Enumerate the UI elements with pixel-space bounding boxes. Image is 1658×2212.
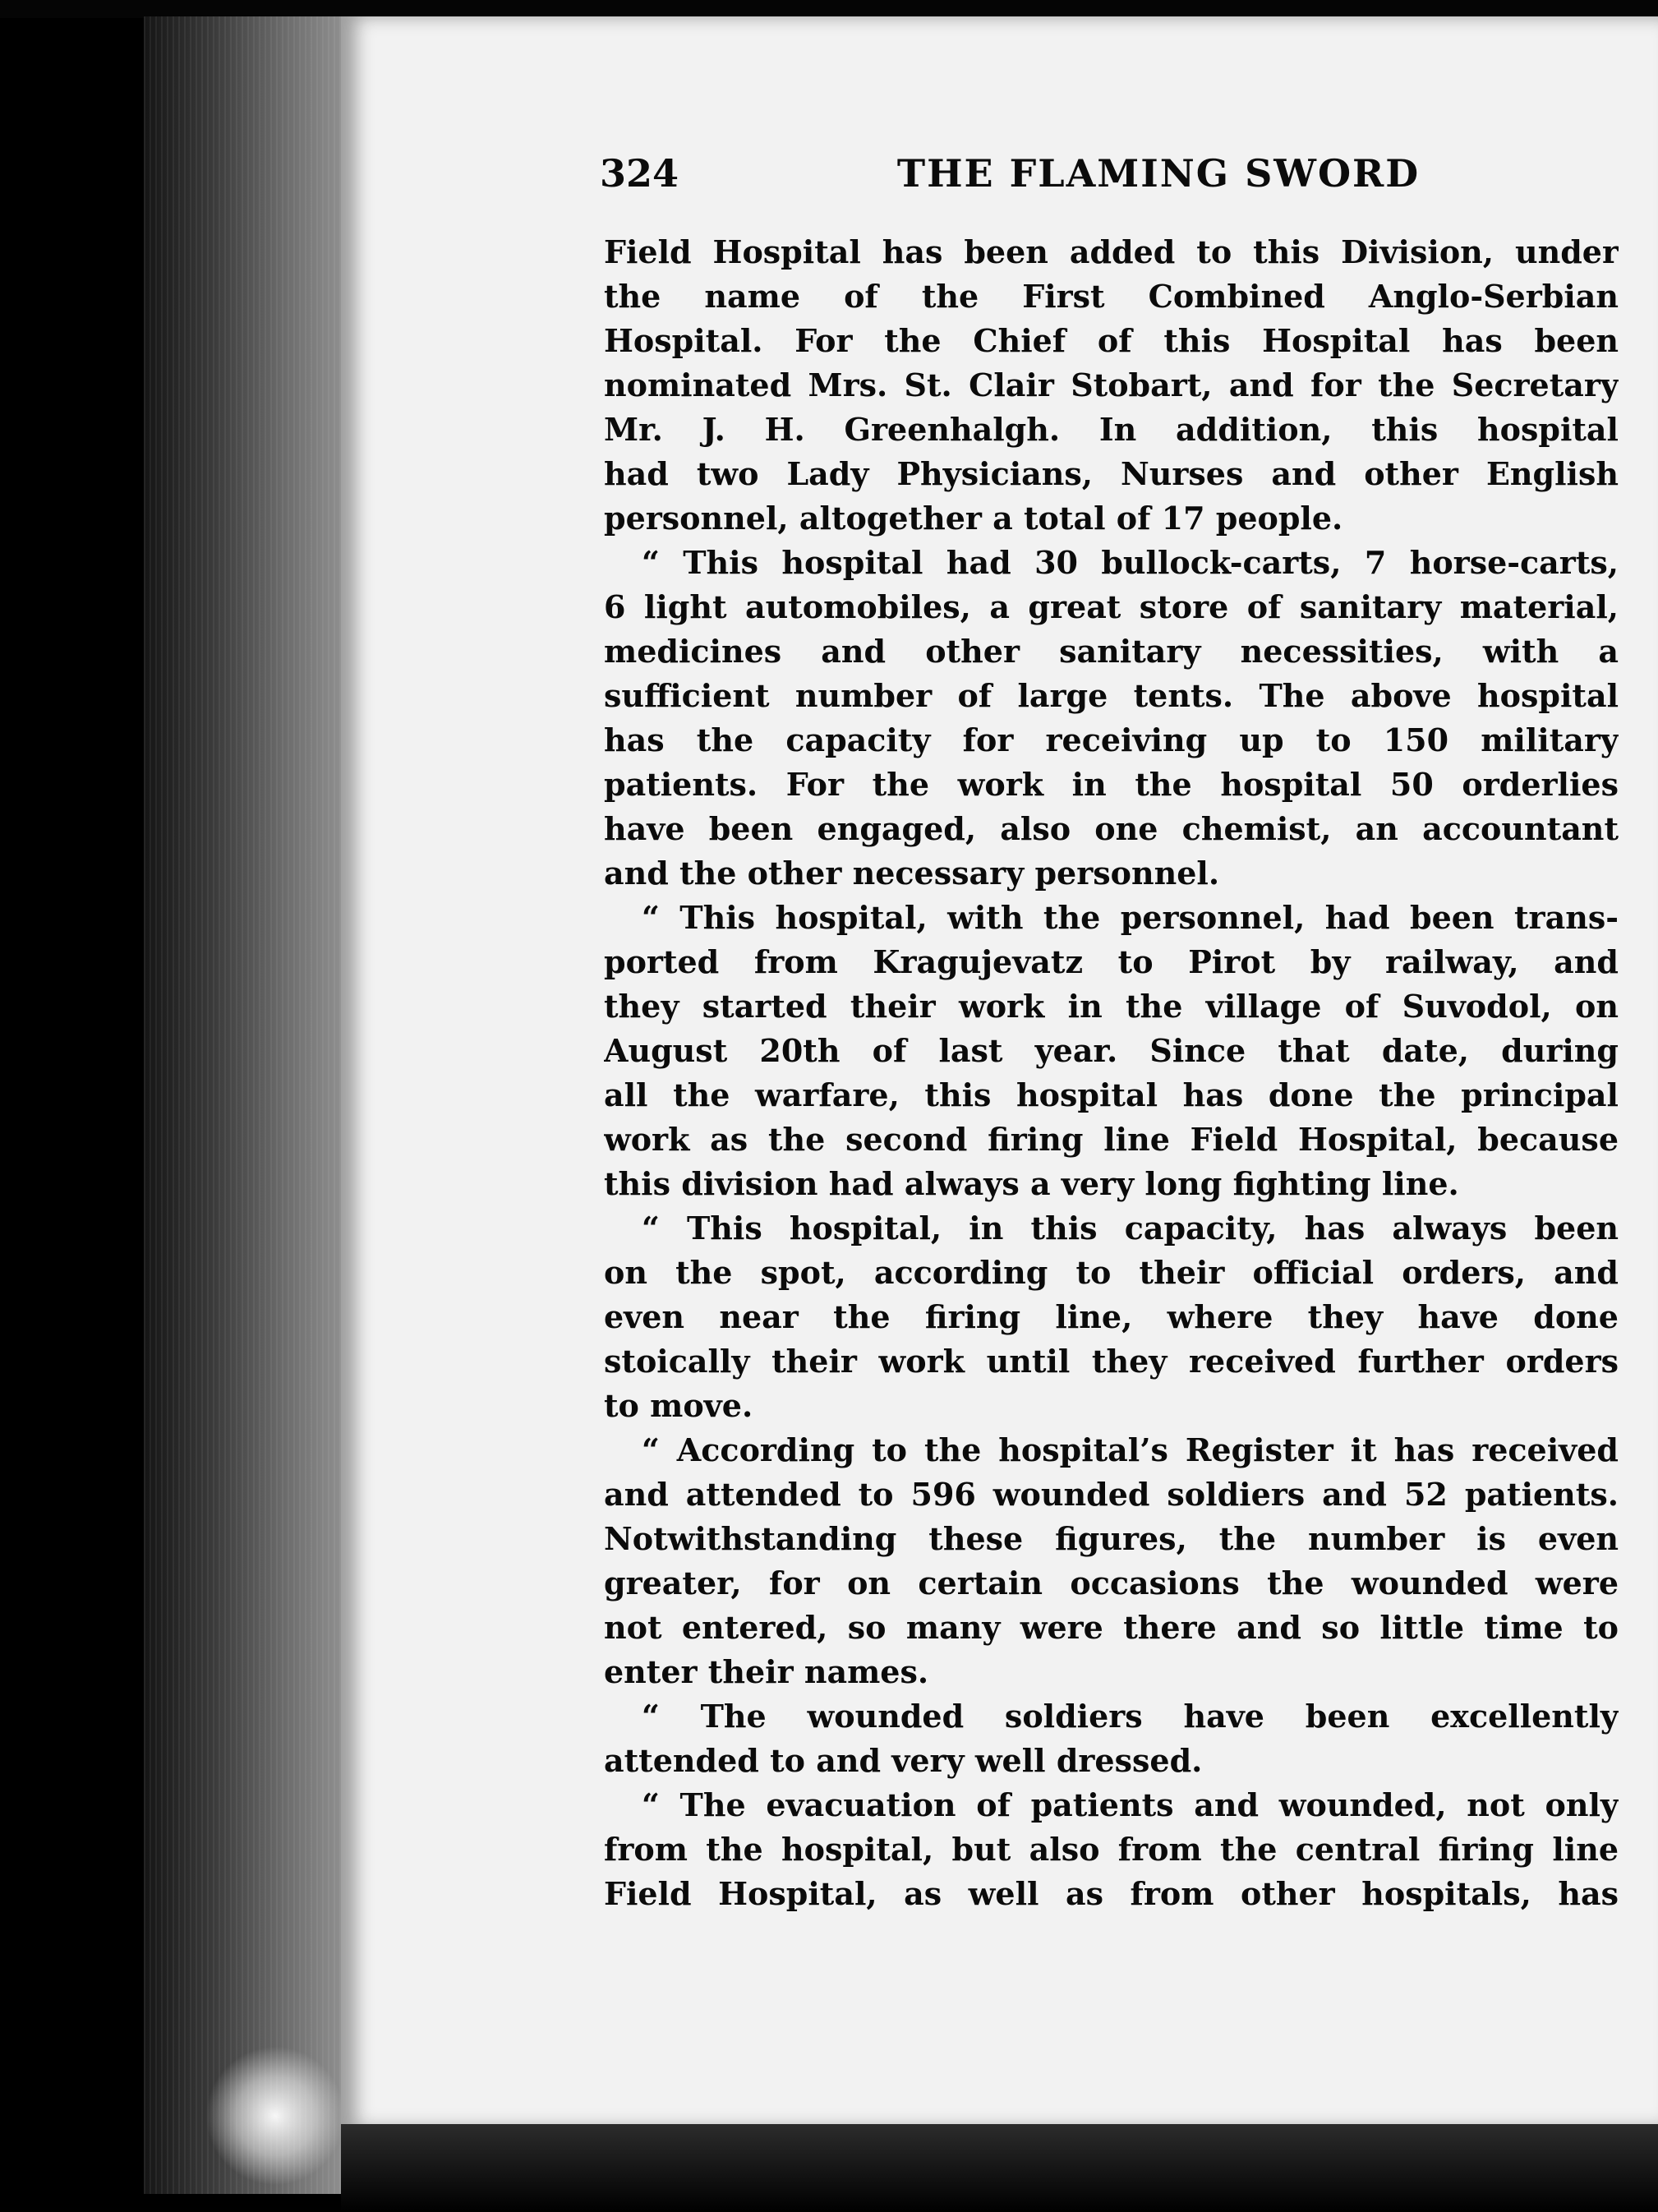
text-line: Notwithstanding these figures, the number is even xyxy=(604,1520,1619,1557)
text-line: Mr. J. H. Greenhalgh. In addition, this hospital xyxy=(604,411,1619,448)
text-line: “ The wounded soldiers have been excellently xyxy=(642,1698,1619,1735)
text-line: on the spot, according to their official orders, and xyxy=(604,1254,1619,1291)
text-line: from the hospital, but also from the central firing line xyxy=(604,1831,1619,1868)
text-line: ported from Kragujevatz to Pirot by railway, and xyxy=(604,943,1619,980)
text-line: they started their work in the village of Suvodol, on xyxy=(604,988,1619,1025)
text-line: greater, for on certain occasions the wounded were xyxy=(604,1565,1619,1601)
text-line: Hospital. For the Chief of this Hospital has been xyxy=(604,322,1619,359)
text-line: attended to and very well dressed. xyxy=(604,1742,1203,1779)
text-line: have been engaged, also one chemist, an accountant xyxy=(604,810,1619,847)
text-line: Field Hospital has been added to this Division, under xyxy=(604,233,1619,270)
text-line: even near the firing line, where they have done xyxy=(604,1298,1619,1335)
text-line: nominated Mrs. St. Clair Stobart, and for the Secretary xyxy=(604,366,1619,403)
text-line: sufficient number of large tents. The above hospital xyxy=(604,677,1619,714)
text-line: “ According to the hospital’s Register it has received xyxy=(642,1431,1619,1468)
book-title: THE FLAMING SWORD xyxy=(896,151,1421,196)
page-bottom-shadow xyxy=(341,2124,1658,2212)
text-line: 6 light automobiles, a great store of sanitary material, xyxy=(604,588,1619,625)
text-line: had two Lady Physicians, Nurses and other English xyxy=(604,455,1619,492)
text-line: medicines and other sanitary necessities, with a xyxy=(604,633,1619,670)
text-line: not entered, so many were there and so little time to xyxy=(604,1609,1619,1646)
light-glare xyxy=(205,2046,345,2186)
book-spine xyxy=(144,16,341,2194)
text-line: enter their names. xyxy=(604,1653,929,1690)
text-line: has the capacity for receiving up to 150 military xyxy=(604,721,1619,758)
body-text xyxy=(604,230,1619,1916)
text-line: “ This hospital, with the personnel, had been trans- xyxy=(642,899,1619,936)
text-line: to move. xyxy=(604,1387,753,1424)
text-line: all the warfare, this hospital has done the principal xyxy=(604,1076,1619,1113)
text-line: stoically their work until they received further orders xyxy=(604,1343,1619,1380)
text-line: “ This hospital had 30 bullock-carts, 7 horse-carts, xyxy=(642,544,1619,581)
text-line: the name of the First Combined Anglo-Serbian xyxy=(604,278,1619,315)
text-line: this division had always a very long fighting line. xyxy=(604,1165,1459,1202)
text-line: and attended to 596 wounded soldiers and 52 patients. xyxy=(604,1476,1619,1513)
text-line: work as the second firing line Field Hospital, because xyxy=(604,1121,1619,1158)
text-line: personnel, altogether a total of 17 people. xyxy=(604,500,1343,537)
scan-top-border xyxy=(0,0,1658,18)
text-line: patients. For the work in the hospital 50 orderlies xyxy=(604,766,1619,803)
page-number: 324 xyxy=(600,151,679,196)
text-line: “ This hospital, in this capacity, has always been xyxy=(642,1210,1619,1247)
text-line: August 20th of last year. Since that date, during xyxy=(604,1032,1619,1069)
running-head xyxy=(600,145,1619,202)
text-line: Field Hospital, as well as from other hospitals, has xyxy=(604,1875,1619,1912)
text-line: and the other necessary personnel. xyxy=(604,855,1220,892)
text-line: “ The evacuation of patients and wounded, not only xyxy=(642,1786,1619,1823)
